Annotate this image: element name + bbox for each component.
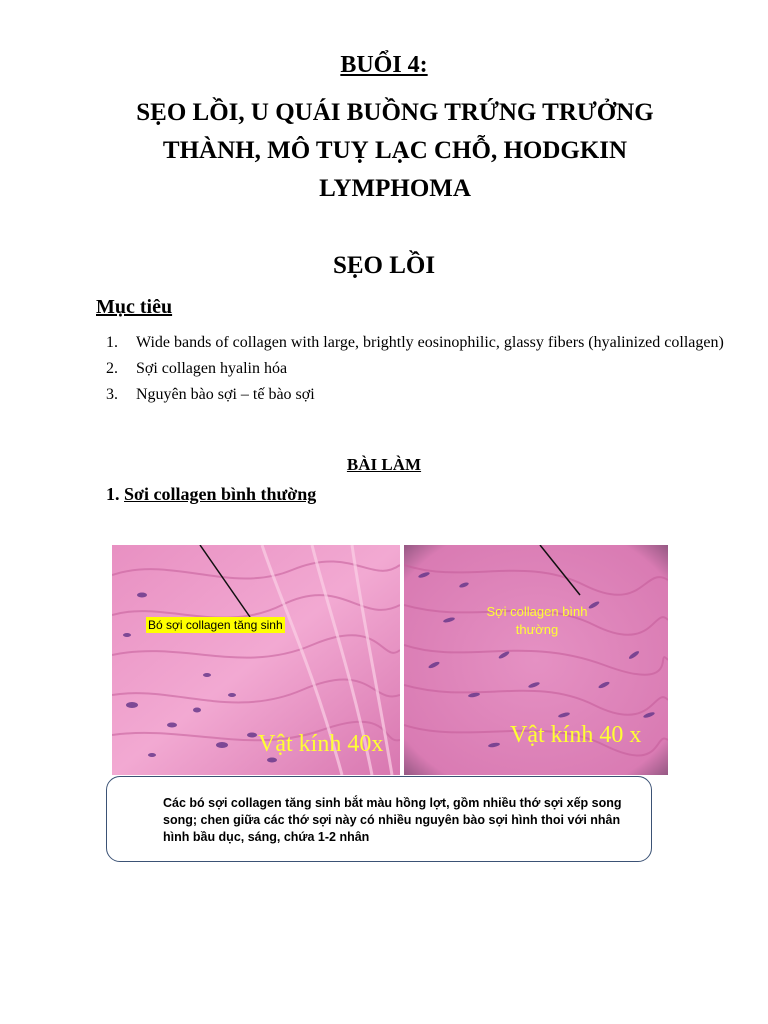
list-number: 2. bbox=[106, 360, 118, 377]
figure-caption-text: Các bó sợi collagen tăng sinh bắt màu hồng lợt, gồm nhiều thớ sợi xếp song song; chen giữa các thớ sợi này có nhiều nguyên bào sợi hình thoi với nhân hình bầu dục, sáng, chứa 1-2 nhân bbox=[163, 796, 622, 844]
subsection-heading bbox=[106, 484, 316, 505]
list-text: Wide bands of collagen with large, brightly eosinophilic, glassy fibers (hyalinized collagen) bbox=[136, 334, 724, 351]
figure-caption-box bbox=[106, 776, 652, 862]
subsection-title: Sơi collagen bình thường bbox=[124, 484, 317, 504]
objectives-heading: Mục tiêu bbox=[96, 296, 173, 318]
session-heading: BUỔI 4: bbox=[340, 52, 428, 78]
list-text: Nguyên bào sợi – tế bào sợi bbox=[136, 386, 315, 403]
objectives-list bbox=[106, 332, 726, 410]
list-item bbox=[106, 358, 726, 380]
list-item bbox=[106, 332, 726, 354]
document-title: SẸO LỒI, U QUÁI BUỒNG TRỨNG TRƯỞNG THÀNH, MÔ TUỴ LẠC CHỖ, HODGKIN LYMPHOMA bbox=[136, 99, 654, 202]
left-magnification-label: Vật kính 40x bbox=[258, 731, 384, 757]
right-figure-label-line2: thường bbox=[515, 622, 559, 637]
right-figure-label bbox=[462, 603, 612, 639]
list-text: Sợi collagen hyalin hóa bbox=[136, 360, 288, 377]
right-figure-label-line1: Sợi collagen bình bbox=[486, 604, 588, 619]
list-number: 1. bbox=[106, 334, 118, 351]
left-figure-label: Bó sợi collagen tăng sinh bbox=[148, 618, 283, 632]
right-magnification-label: Vật kính 40 x bbox=[510, 722, 642, 748]
list-number: 3. bbox=[106, 386, 118, 403]
list-item bbox=[106, 384, 726, 406]
work-heading: BÀI LÀM bbox=[346, 455, 422, 474]
section-title: SẸO LỒI bbox=[332, 252, 436, 279]
subsection-number: 1. bbox=[106, 484, 120, 504]
